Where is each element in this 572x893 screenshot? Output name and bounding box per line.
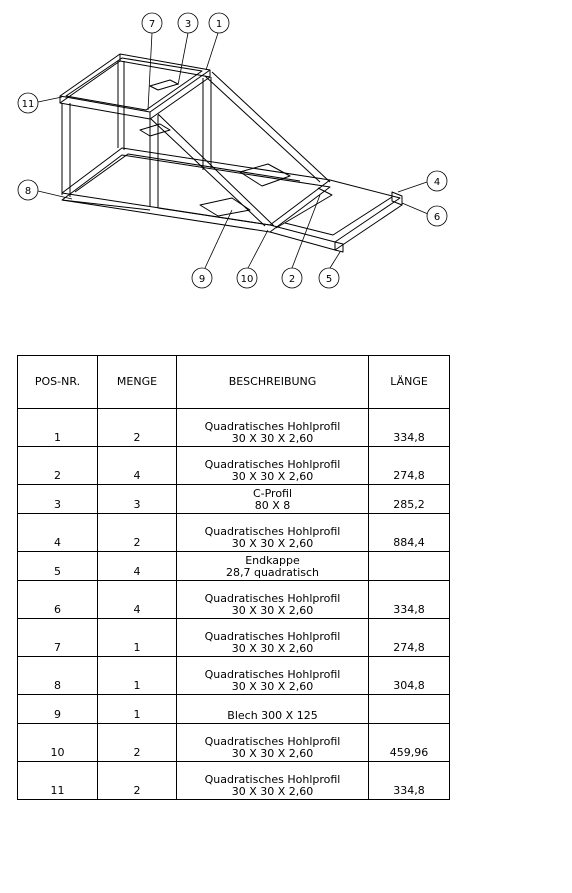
table-row [18, 657, 450, 695]
balloon-4 [427, 171, 447, 191]
desc-line2: 30 X 30 X 2,60 [231, 785, 314, 798]
desc-line1: Quadratisches Hohlprofil [204, 735, 341, 748]
cell-qty: 4 [98, 581, 177, 619]
cell-len: 459,96 [369, 724, 450, 762]
table-row [18, 447, 450, 485]
cell-desc [177, 762, 369, 800]
desc-line1: Quadratisches Hohlprofil [204, 458, 341, 471]
cell-qty: 2 [98, 724, 177, 762]
cell-desc [177, 619, 369, 657]
cell-pos: 6 [18, 581, 98, 619]
cell-desc [177, 514, 369, 552]
cell-desc [177, 657, 369, 695]
desc-line1: C-Profil [252, 487, 293, 500]
balloon-3 [178, 13, 198, 33]
balloon-6 [427, 206, 447, 226]
cell-desc [177, 581, 369, 619]
cell-pos: 11 [18, 762, 98, 800]
table-row [18, 514, 450, 552]
top-frame [60, 54, 210, 119]
balloon-10 [237, 268, 257, 288]
table-row [18, 695, 450, 724]
cell-pos: 4 [18, 514, 98, 552]
cell-len: 884,4 [369, 514, 450, 552]
desc-line1: Blech 300 X 125 [227, 709, 318, 722]
extension-frame [270, 180, 402, 252]
desc-line2: 30 X 30 X 2,60 [231, 680, 314, 693]
cell-len [369, 552, 450, 581]
balloon-5 [319, 268, 339, 288]
balloon-9 [192, 268, 212, 288]
cell-pos: 3 [18, 485, 98, 514]
cell-len: 334,8 [369, 409, 450, 447]
balloon-2 [282, 268, 302, 288]
cell-qty: 4 [98, 552, 177, 581]
assembly-drawing [0, 0, 572, 300]
cell-len: 304,8 [369, 657, 450, 695]
balloon-7 [142, 13, 162, 33]
cell-pos: 5 [18, 552, 98, 581]
balloon-11 [18, 93, 38, 113]
desc-line1: Quadratisches Hohlprofil [204, 592, 341, 605]
cell-pos: 7 [18, 619, 98, 657]
cell-len: 334,8 [369, 762, 450, 800]
table-row [18, 619, 450, 657]
cell-len: 274,8 [369, 447, 450, 485]
balloon-8 [18, 180, 38, 200]
table-row [18, 409, 450, 447]
table-row [18, 762, 450, 800]
cell-pos: 10 [18, 724, 98, 762]
svg-text:4: 4 [433, 177, 441, 188]
desc-line2: 30 X 30 X 2,60 [231, 537, 314, 550]
cell-desc [177, 409, 369, 447]
cell-len: 274,8 [369, 619, 450, 657]
cell-qty: 3 [98, 485, 177, 514]
parts-list-table [17, 355, 450, 800]
cell-qty: 1 [98, 619, 177, 657]
header-pos: POS-NR. [18, 356, 98, 409]
svg-text:3: 3 [184, 19, 192, 30]
svg-text:8: 8 [24, 186, 32, 197]
cell-len: 334,8 [369, 581, 450, 619]
svg-text:7: 7 [148, 19, 156, 30]
desc-line2: 30 X 30 X 2,60 [231, 642, 314, 655]
leader-lines [38, 33, 428, 268]
table-row [18, 724, 450, 762]
cell-qty: 4 [98, 447, 177, 485]
table-row [18, 581, 450, 619]
svg-text:1: 1 [215, 19, 223, 30]
desc-line2: 30 X 30 X 2,60 [231, 604, 314, 617]
svg-text:2: 2 [288, 274, 296, 285]
desc-line1: Quadratisches Hohlprofil [204, 525, 341, 538]
cell-qty: 2 [98, 409, 177, 447]
desc-line2: 30 X 30 X 2,60 [231, 747, 314, 760]
desc-line1: Quadratisches Hohlprofil [204, 773, 341, 786]
svg-text:5: 5 [325, 274, 333, 285]
cell-qty: 1 [98, 657, 177, 695]
desc-line1: Quadratisches Hohlprofil [204, 420, 341, 433]
cell-pos: 9 [18, 695, 98, 724]
cell-pos: 8 [18, 657, 98, 695]
desc-line1: Endkappe [245, 554, 300, 567]
cell-desc [177, 695, 369, 724]
cell-len: 285,2 [369, 485, 450, 514]
header-qty: MENGE [98, 356, 177, 409]
header-len: LÄNGE [369, 356, 450, 409]
cell-len [369, 695, 450, 724]
svg-text:6: 6 [433, 212, 441, 223]
cell-desc [177, 724, 369, 762]
svg-text:9: 9 [198, 274, 206, 285]
desc-line2: 30 X 30 X 2,60 [231, 432, 314, 445]
desc-line2: 30 X 30 X 2,60 [231, 470, 314, 483]
desc-line2: 80 X 8 [254, 499, 291, 512]
desc-line1: Quadratisches Hohlprofil [204, 668, 341, 681]
cell-pos: 1 [18, 409, 98, 447]
cell-desc [177, 447, 369, 485]
table-row [18, 552, 450, 581]
plates [140, 80, 290, 216]
table-row [18, 485, 450, 514]
cell-pos: 2 [18, 447, 98, 485]
cell-qty: 2 [98, 514, 177, 552]
desc-line2: 28,7 quadratisch [225, 566, 320, 579]
svg-text:11: 11 [21, 99, 35, 110]
cell-desc [177, 552, 369, 581]
cell-desc [177, 485, 369, 514]
cell-qty: 2 [98, 762, 177, 800]
desc-line1: Quadratisches Hohlprofil [204, 630, 341, 643]
balloon-1 [209, 13, 229, 33]
svg-text:10: 10 [240, 274, 254, 285]
cell-qty: 1 [98, 695, 177, 724]
table-header-row [18, 356, 450, 409]
header-desc: BESCHREIBUNG [177, 356, 369, 409]
